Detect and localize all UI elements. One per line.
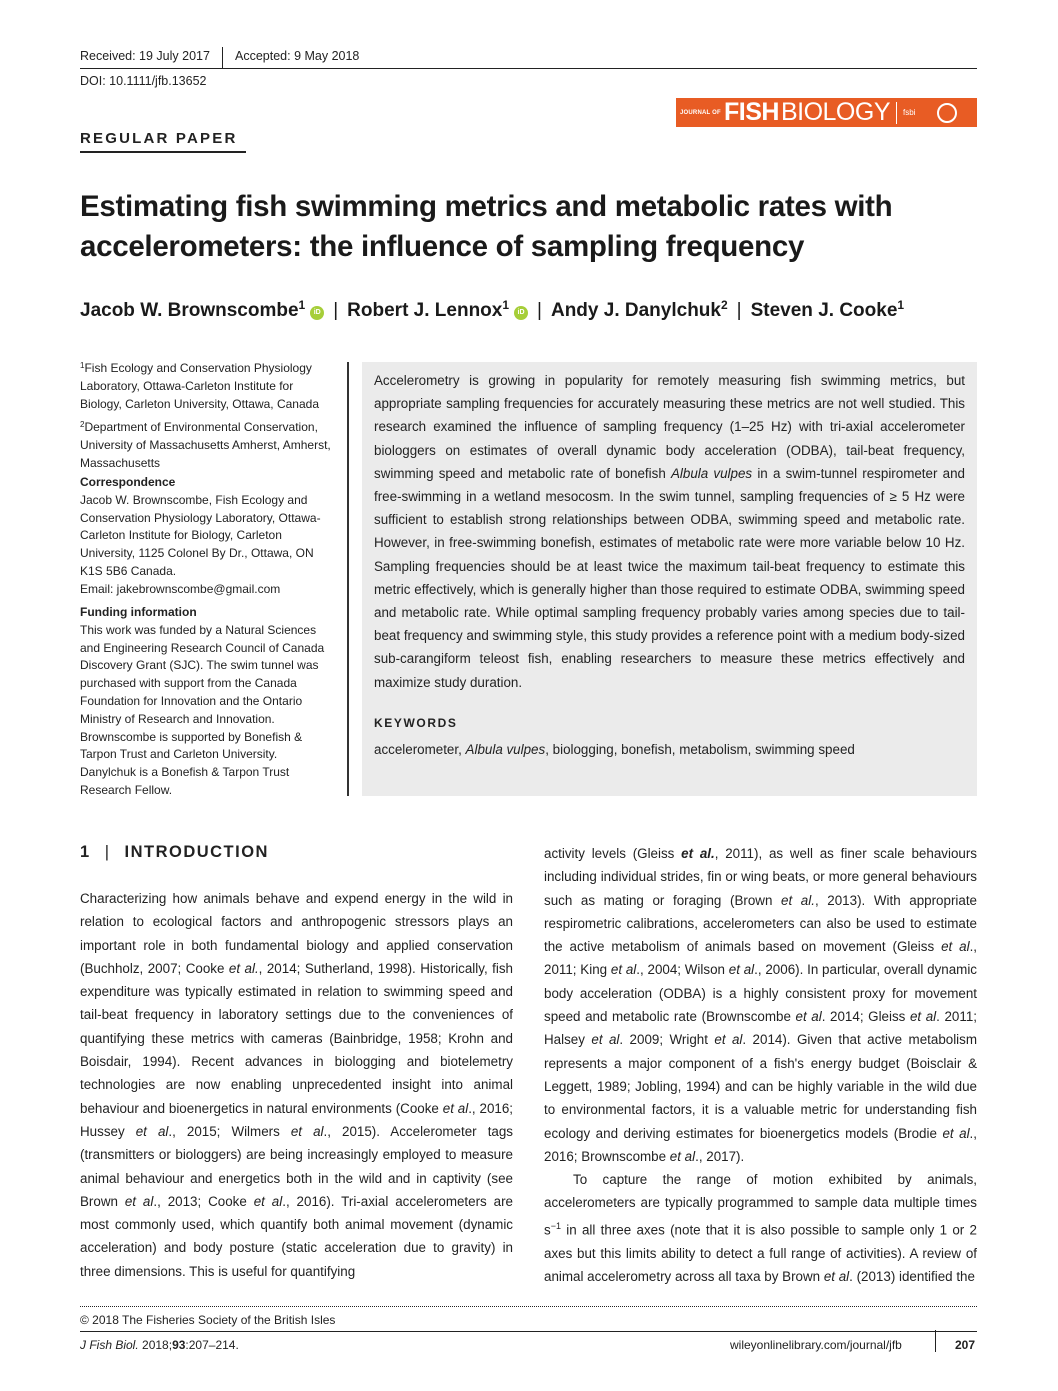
accepted-date: Accepted: 9 May 2018	[235, 49, 360, 63]
author-name[interactable]: Steven J. Cooke	[750, 300, 898, 321]
meta-divider	[347, 362, 349, 796]
article-type-underline	[80, 151, 246, 153]
author-name[interactable]: Jacob W. Brownscombe	[80, 300, 299, 321]
journal-url[interactable]: wileyonlinelibrary.com/journal/jfb	[730, 1338, 902, 1352]
author-affiliation-mark: 1	[502, 298, 510, 312]
species-name: Albula vulpes	[465, 742, 546, 757]
received-date: Received: 19 July 2017	[80, 49, 210, 63]
author-separator: |	[736, 300, 742, 321]
paragraph: Characterizing how animals behave and expend energy in the wild in relation to ecological factors and anthropogenic stressors plays an important role in both fundamental biology and applied conservation (Buchholz, 2007; Cooke et al., 2014; Sutherland, 1998). Historically, fish expenditure was typically estimated in relation to swimming speed and tail-beat frequency in laboratory settings due to the conveniences of quantifying these metrics with cameras (Bainbridge, 1958; Krohn and Boisdair, 1994). Recent advances in biologging and biotelemetry technologies are now enabling unprecedented insight into animal behaviour and bioenergetics in natural environments (Cooke et al., 2016; Hussey et al., 2015; Wilmers et al., 2015). Accelerometer tags (transmitters or biologgers) are being increasingly employed to measure animal behaviour and energetics both in the wild and in captivity (see Brown et al., 2013; Cooke et al., 2016). Tri-axial accelerometers are most commonly used, which quantify both animal movement (dynamic acceleration) and body posture (static acceleration due to gravity) in three dimensions. This is useful for quantifying	[80, 891, 514, 1279]
section-heading-introduction	[80, 843, 269, 862]
footer-dotted-rule	[80, 1306, 977, 1307]
keywords-part: , biologging, bonefish, metabolism, swimming speed	[545, 742, 855, 757]
section-number: 1	[80, 843, 91, 861]
logo-fish: FISH	[724, 98, 779, 126]
body-column-left	[80, 887, 513, 1283]
logo-journal-of: JOURNAL OF	[680, 109, 721, 116]
article-type: REGULAR PAPER	[80, 130, 238, 147]
logo-society: fsbi	[903, 108, 916, 117]
section-divider: |	[104, 843, 111, 861]
funding-block	[80, 604, 335, 800]
doi: DOI: 10.1111/jfb.13652	[80, 74, 207, 88]
keywords-part: accelerometer,	[374, 742, 466, 757]
paragraph: activity levels (Gleiss et al., 2011), as well as finer scale behaviours including individual strides, fin or wing beats, or more general behaviours such as mating or foraging (Brown et al., 2013). With appropriate respirometric calibrations, accelerometers can also be used to estimate the active metabolism of animals based on movement (Gleiss et al., 2011; King et al., 2004; Wilson et al., 2006). In particular, overall dynamic body acceleration (ODBA) is a highly consistent proxy for movement speed and metabolic rate (Brownscombe et al. 2014; Gleiss et al. 2011; Halsey et al. 2009; Wright et al. 2014). Given that active metabolism represents a major component of a fish's energy budget (Boisclair & Leggett, 1989; Jobling, 1994) and can be highly variable in the wild due to environmental factors, it is a valuable metric for understanding fish ecology and deriving estimates for bioenergetics models (Brodie et al., 2016; Brownscombe et al., 2017).	[544, 846, 978, 1164]
orcid-icon[interactable]: iD	[310, 306, 324, 320]
correspondence-text: Jacob W. Brownscombe, Fish Ecology and Conservation Physiology Laboratory, Ottawa-Carleton Institute for Biology, Carleton University, 1125 Colonel By Dr., Ottawa, ON K1S 5B6 Canada.	[80, 492, 321, 578]
author-affiliation-mark: 1	[298, 298, 306, 312]
author-affiliation-mark: 1	[897, 298, 905, 312]
affiliation-mark: 1	[80, 361, 85, 370]
citation-year: 2018;	[138, 1338, 173, 1352]
citation-journal: J Fish Biol.	[80, 1338, 139, 1352]
affiliation-mark: 2	[80, 420, 85, 429]
society-emblem-icon	[937, 103, 957, 123]
citation-volume: 93	[172, 1338, 186, 1352]
author-name[interactable]: Robert J. Lennox	[347, 300, 503, 321]
affiliation-1	[80, 357, 335, 413]
correspondence-block	[80, 474, 335, 599]
correspondence-email[interactable]: Email: jakebrownscombe@gmail.com	[80, 581, 281, 596]
species-name: Albula vulpes	[670, 465, 753, 481]
body-column-right	[544, 842, 977, 1288]
affiliation-text: Department of Environmental Conservation, University of Massachusetts Amherst, Amherst, Massachusetts	[80, 420, 331, 470]
keywords-heading: KEYWORDS	[374, 716, 458, 730]
journal-logo[interactable]	[676, 98, 977, 127]
orcid-icon[interactable]: iD	[514, 306, 528, 320]
logo-biology: BIOLOGY	[780, 98, 890, 126]
keywords-list	[374, 742, 855, 757]
paragraph: To capture the range of motion exhibited by animals, accelerometers are typically programmed to sample data multiple times $s^{-1}$ in all three axes (note that it is also possible to sample only 1 or 2 axes but this limits ability to detect a full range of activities). A review of animal accelerometry across all taxa by Brown et al. (2013) identified the	[544, 1172, 977, 1284]
author-affiliation-mark: 2	[720, 298, 728, 312]
citation	[80, 1338, 239, 1352]
author-separator: |	[333, 300, 339, 321]
header-rule	[80, 68, 977, 69]
affiliation-2	[80, 416, 335, 472]
author-separator: |	[537, 300, 542, 321]
footer-divider	[935, 1330, 936, 1352]
funding-text: This work was funded by a Natural Sciences and Engineering Research Council of Canada Discovery Grant (SJC). The swim tunnel was purchased with support from the Canada Foundation for Innovation and the Ontario Ministry of Research and Innovation. Brownscombe is supported by Bonefish & Tarpon Trust and Carleton University. Danylchuk is a Bonefish & Tarpon Trust Research Fellow.	[80, 622, 325, 797]
abstract-part: Accelerometry is growing in popularity for remotely measuring fish swimming metrics, but appropriate sampling frequencies for accurately measuring these metrics are not well studied. This research examined the influence of sampling frequency (1–25 Hz) with tri-axial accelerometer biologgers on estimates of overall dynamic body acceleration (ODBA), tail-beat frequency, swimming speed and metabolic rate of bonefish	[374, 373, 965, 481]
footer-rule	[80, 1331, 977, 1332]
abstract-part: in a swim-tunnel respirometer and free-swimming in a wetland mesocosm. In the swim tunnel, sampling frequencies of ≥ 5 Hz were sufficient to establish strong relationships between ODBA, swimming speed and metabolic rate. However, in free-swimming bonefish, estimates of metabolic rate were more variable below 10 Hz. Sampling frequencies should be at least twice the maximum tail-beat frequency to estimate this metric effectively, which is generally higher than those required to estimate ODBA, swimming speed and metabolic rate. While optimal sampling frequency probably varies among species due to tail-beat frequency and swimming style, this study provides a reference point with a medium body-sized sub-carangiform teleost fish, enabling researchers to measure these metrics effectively and maximize study duration.	[374, 465, 965, 690]
correspondence-heading: Correspondence	[80, 475, 176, 489]
logo-divider	[896, 102, 897, 124]
funding-heading: Funding information	[80, 605, 197, 619]
header-divider	[222, 47, 223, 68]
section-title: INTRODUCTION	[124, 843, 269, 861]
paper-title: Estimating fish swimming metrics and metabolic rates with accelerometers: the influence of sampling frequency	[80, 190, 893, 263]
page-number: 207	[955, 1338, 976, 1352]
abstract-text	[374, 369, 965, 694]
citation-pages: :207–214.	[185, 1338, 239, 1352]
affiliation-text: Fish Ecology and Conservation Physiology Laboratory, Ottawa-Carleton Institute for Biology, Carleton University, Ottawa, Canada	[80, 361, 319, 411]
author-name[interactable]: Andy J. Danylchuk	[550, 300, 721, 321]
copyright: © 2018 The Fisheries Society of the British Isles	[80, 1313, 336, 1327]
author-list	[80, 298, 904, 322]
